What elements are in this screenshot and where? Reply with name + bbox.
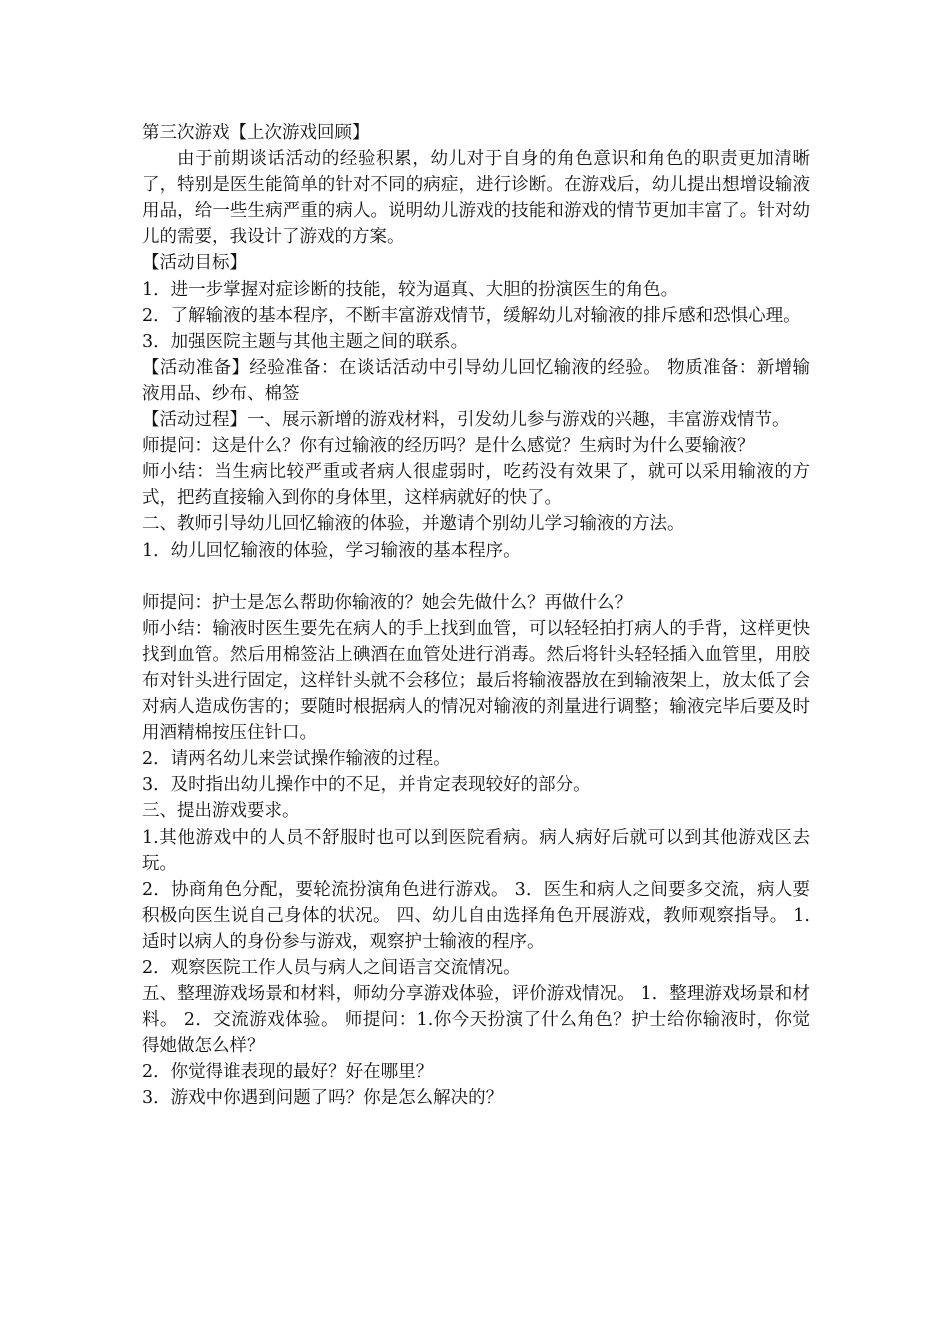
requirement-item: 2．协商角色分配，要轮流扮演角色进行游戏。 3．医生和病人之间要多交流，病人要积极向医生说自己身体的状况。 四、幼儿自由选择角色开展游戏，教师观察指导。 1.适时以病人的身份参与游戏，观察护士输液的程序。 <box>142 879 810 952</box>
preparation-paragraph: 【活动准备】经验准备：在谈话活动中引导幼儿回忆输液的经验。 物质准备：新增输液用品、纱布、棉签 <box>142 357 810 404</box>
intro-paragraph: 由于前期谈话活动的经验积累，幼儿对于自身的角色意识和角色的职责更加清晰了，特别是医生能简单的针对不同的病症，进行诊断。在游戏后，幼儿提出想增设输液用品，给一些生病严重的病人。说明幼儿游戏的技能和游戏的情节更加丰富了。针对幼儿的需要，我设计了游戏的方案。 <box>142 149 810 248</box>
blank-line <box>142 564 810 590</box>
process-item: 3．及时指出幼儿操作中的不足，并肯定表现较好的部分。 <box>142 775 591 796</box>
process-item: 2．请两名幼儿来尝试操作输液的过程。 <box>142 749 451 770</box>
question-item: 3．游戏中你遇到问题了吗？你是怎么解决的？ <box>142 1088 504 1109</box>
teacher-question: 师提问：护士是怎么帮助你输液的？她会先做什么？再做什么？ <box>142 592 632 613</box>
section-heading: 第三次游戏【上次游戏回顾】 <box>142 123 370 143</box>
teacher-question: 师提问：这是什么？你有过输液的经历吗？是什么感觉？生病时为什么要输液？ <box>142 436 755 457</box>
teacher-summary: 师小结：输液时医生要先在病人的手上找到血管，可以轻轻拍打病人的手背，这样更快找到血管。然后用棉签沾上碘酒在血管处进行消毒。然后将针头轻轻插入血管里，用胶布对针头进行固定，这样针头就不会移位；最后将输液器放在到输液架上，放太低了会对病人造成伤害的；要随时根据病人的情况对输液的剂量进行调整；输液完毕后要及时用酒精棉按压住针口。 <box>142 618 810 744</box>
process-step: 三、提出游戏要求。 <box>142 801 300 822</box>
process-step: 五、整理游戏场景和材料，师幼分享游戏体验，评价游戏情况。 1．整理游戏场景和材料。 2．交流游戏体验。 师提问：1.你今天扮演了什么角色？护士给你输液时，你觉得她做怎么样？ <box>142 984 810 1057</box>
teacher-summary: 师小结：当生病比较严重或者病人很虚弱时，吃药没有效果了，就可以采用输液的方式，把药直接输入到你的身体里，这样病就好的快了。 <box>142 462 810 509</box>
observation-item: 2．观察医院工作人员与病人之间语言交流情况。 <box>142 958 521 978</box>
process-step: 二、教师引导幼儿回忆输液的体验，并邀请个别幼儿学习输液的方法。 <box>142 514 685 535</box>
requirement-item: 1.其他游戏中的人员不舒服时也可以到医院看病。病人病好后就可以到其他游戏区去玩。 <box>142 827 810 874</box>
objective-item: 3．加强医院主题与其他主题之间的联系。 <box>142 331 469 352</box>
process-item: 1．幼儿回忆输液的体验，学习输液的基本程序。 <box>142 540 521 561</box>
document-body <box>142 120 810 1112</box>
question-item: 2．你觉得谁表现的最好？好在哪里？ <box>142 1062 434 1083</box>
process-paragraph: 【活动过程】一、展示新增的游戏材料，引发幼儿参与游戏的兴趣，丰富游戏情节。 <box>142 410 790 431</box>
objective-item: 2．了解输液的基本程序，不断丰富游戏情节，缓解幼儿对输液的排斥感和恐惧心理。 <box>142 305 801 326</box>
objectives-heading: 【活动目标】 <box>142 253 247 274</box>
objective-item: 1．进一步掌握对症诊断的技能，较为逼真、大胆的扮演医生的角色。 <box>142 279 679 300</box>
